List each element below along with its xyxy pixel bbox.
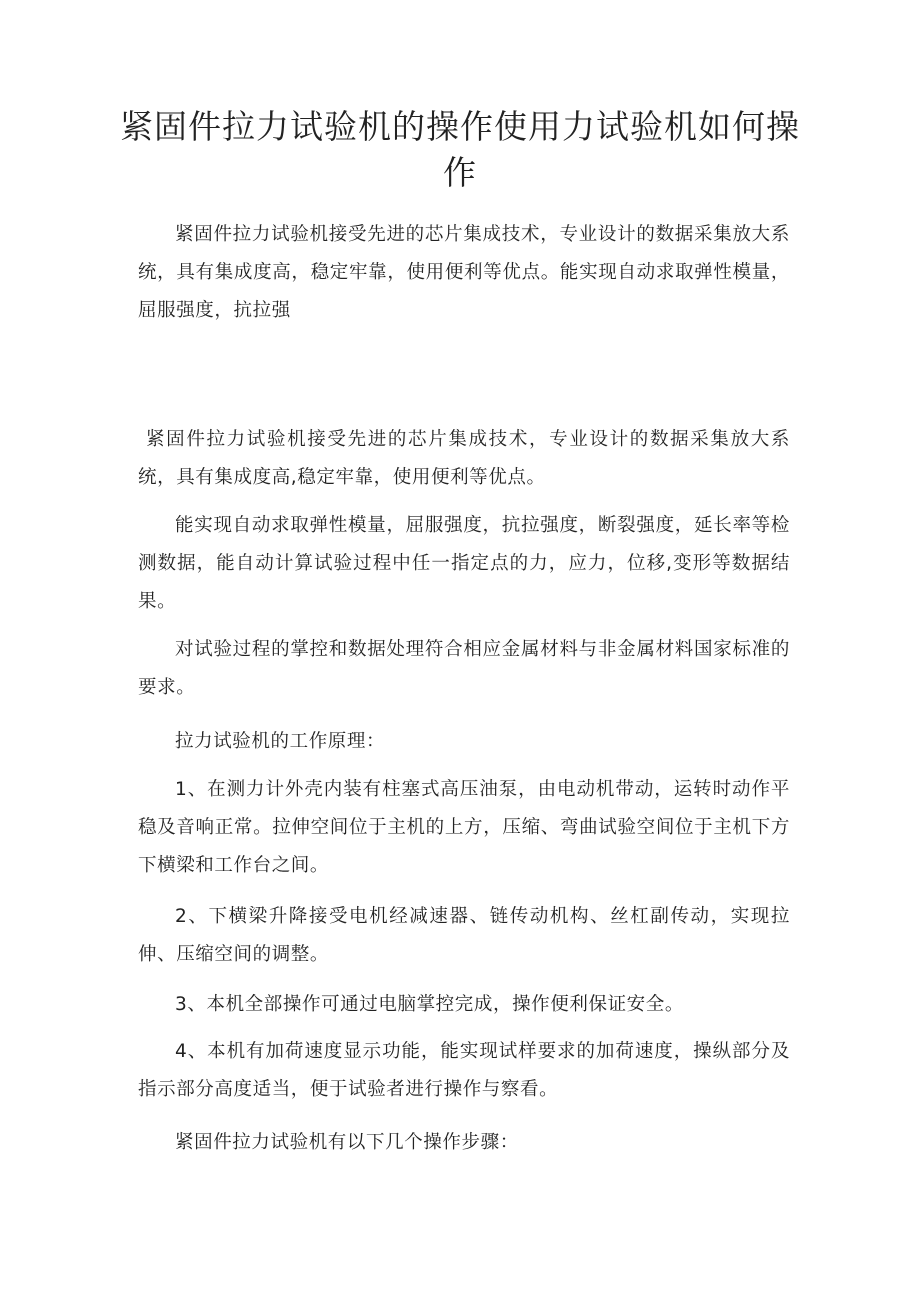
section-heading: 拉力试验机的工作原理： — [175, 731, 386, 752]
document-title: 紧固件拉力试验机的操作使用力试验机如何操作 — [120, 107, 800, 192]
body-paragraph: 紧固件拉力试验机接受先进的芯片集成技术，专业设计的数据采集放大系统，具有集成度高,稳定牢靠，使用便利等优点。 — [138, 429, 790, 488]
section-heading: 紧固件拉力试验机有以下几个操作步骤： — [175, 1132, 519, 1153]
list-item: 1、在测力计外壳内装有柱塞式高压油泵，由电动机带动，运转时动作平稳及音响正常。拉伸空间位于主机的上方，压缩、弯曲试验空间位于主机下方下横梁和工作台之间。 — [138, 779, 790, 876]
list-item: 2、下横梁升降接受电机经减速器、链传动机构、丝杠副传动，实现拉伸、压缩空间的调整。 — [138, 906, 790, 965]
intro-paragraph: 紧固件拉力试验机接受先进的芯片集成技术，专业设计的数据采集放大系统，具有集成度高，稳定牢靠，使用便利等优点。能实现自动求取弹性模量，屈服强度，抗拉强 — [138, 224, 790, 321]
body-paragraph: 能实现自动求取弹性模量，屈服强度，抗拉强度，断裂强度，延长率等检测数据，能自动计算试验过程中任一指定点的力，应力，位移,变形等数据结果。 — [138, 515, 790, 612]
list-item: 3、本机全部操作可通过电脑掌控完成，操作便利保证安全。 — [175, 994, 684, 1015]
list-item: 4、本机有加荷速度显示功能，能实现试样要求的加荷速度，操纵部分及指示部分高度适当，便于试验者进行操作与察看。 — [138, 1041, 790, 1100]
body-paragraph: 对试验过程的掌控和数据处理符合相应金属材料与非金属材料国家标准的要求。 — [138, 639, 790, 698]
